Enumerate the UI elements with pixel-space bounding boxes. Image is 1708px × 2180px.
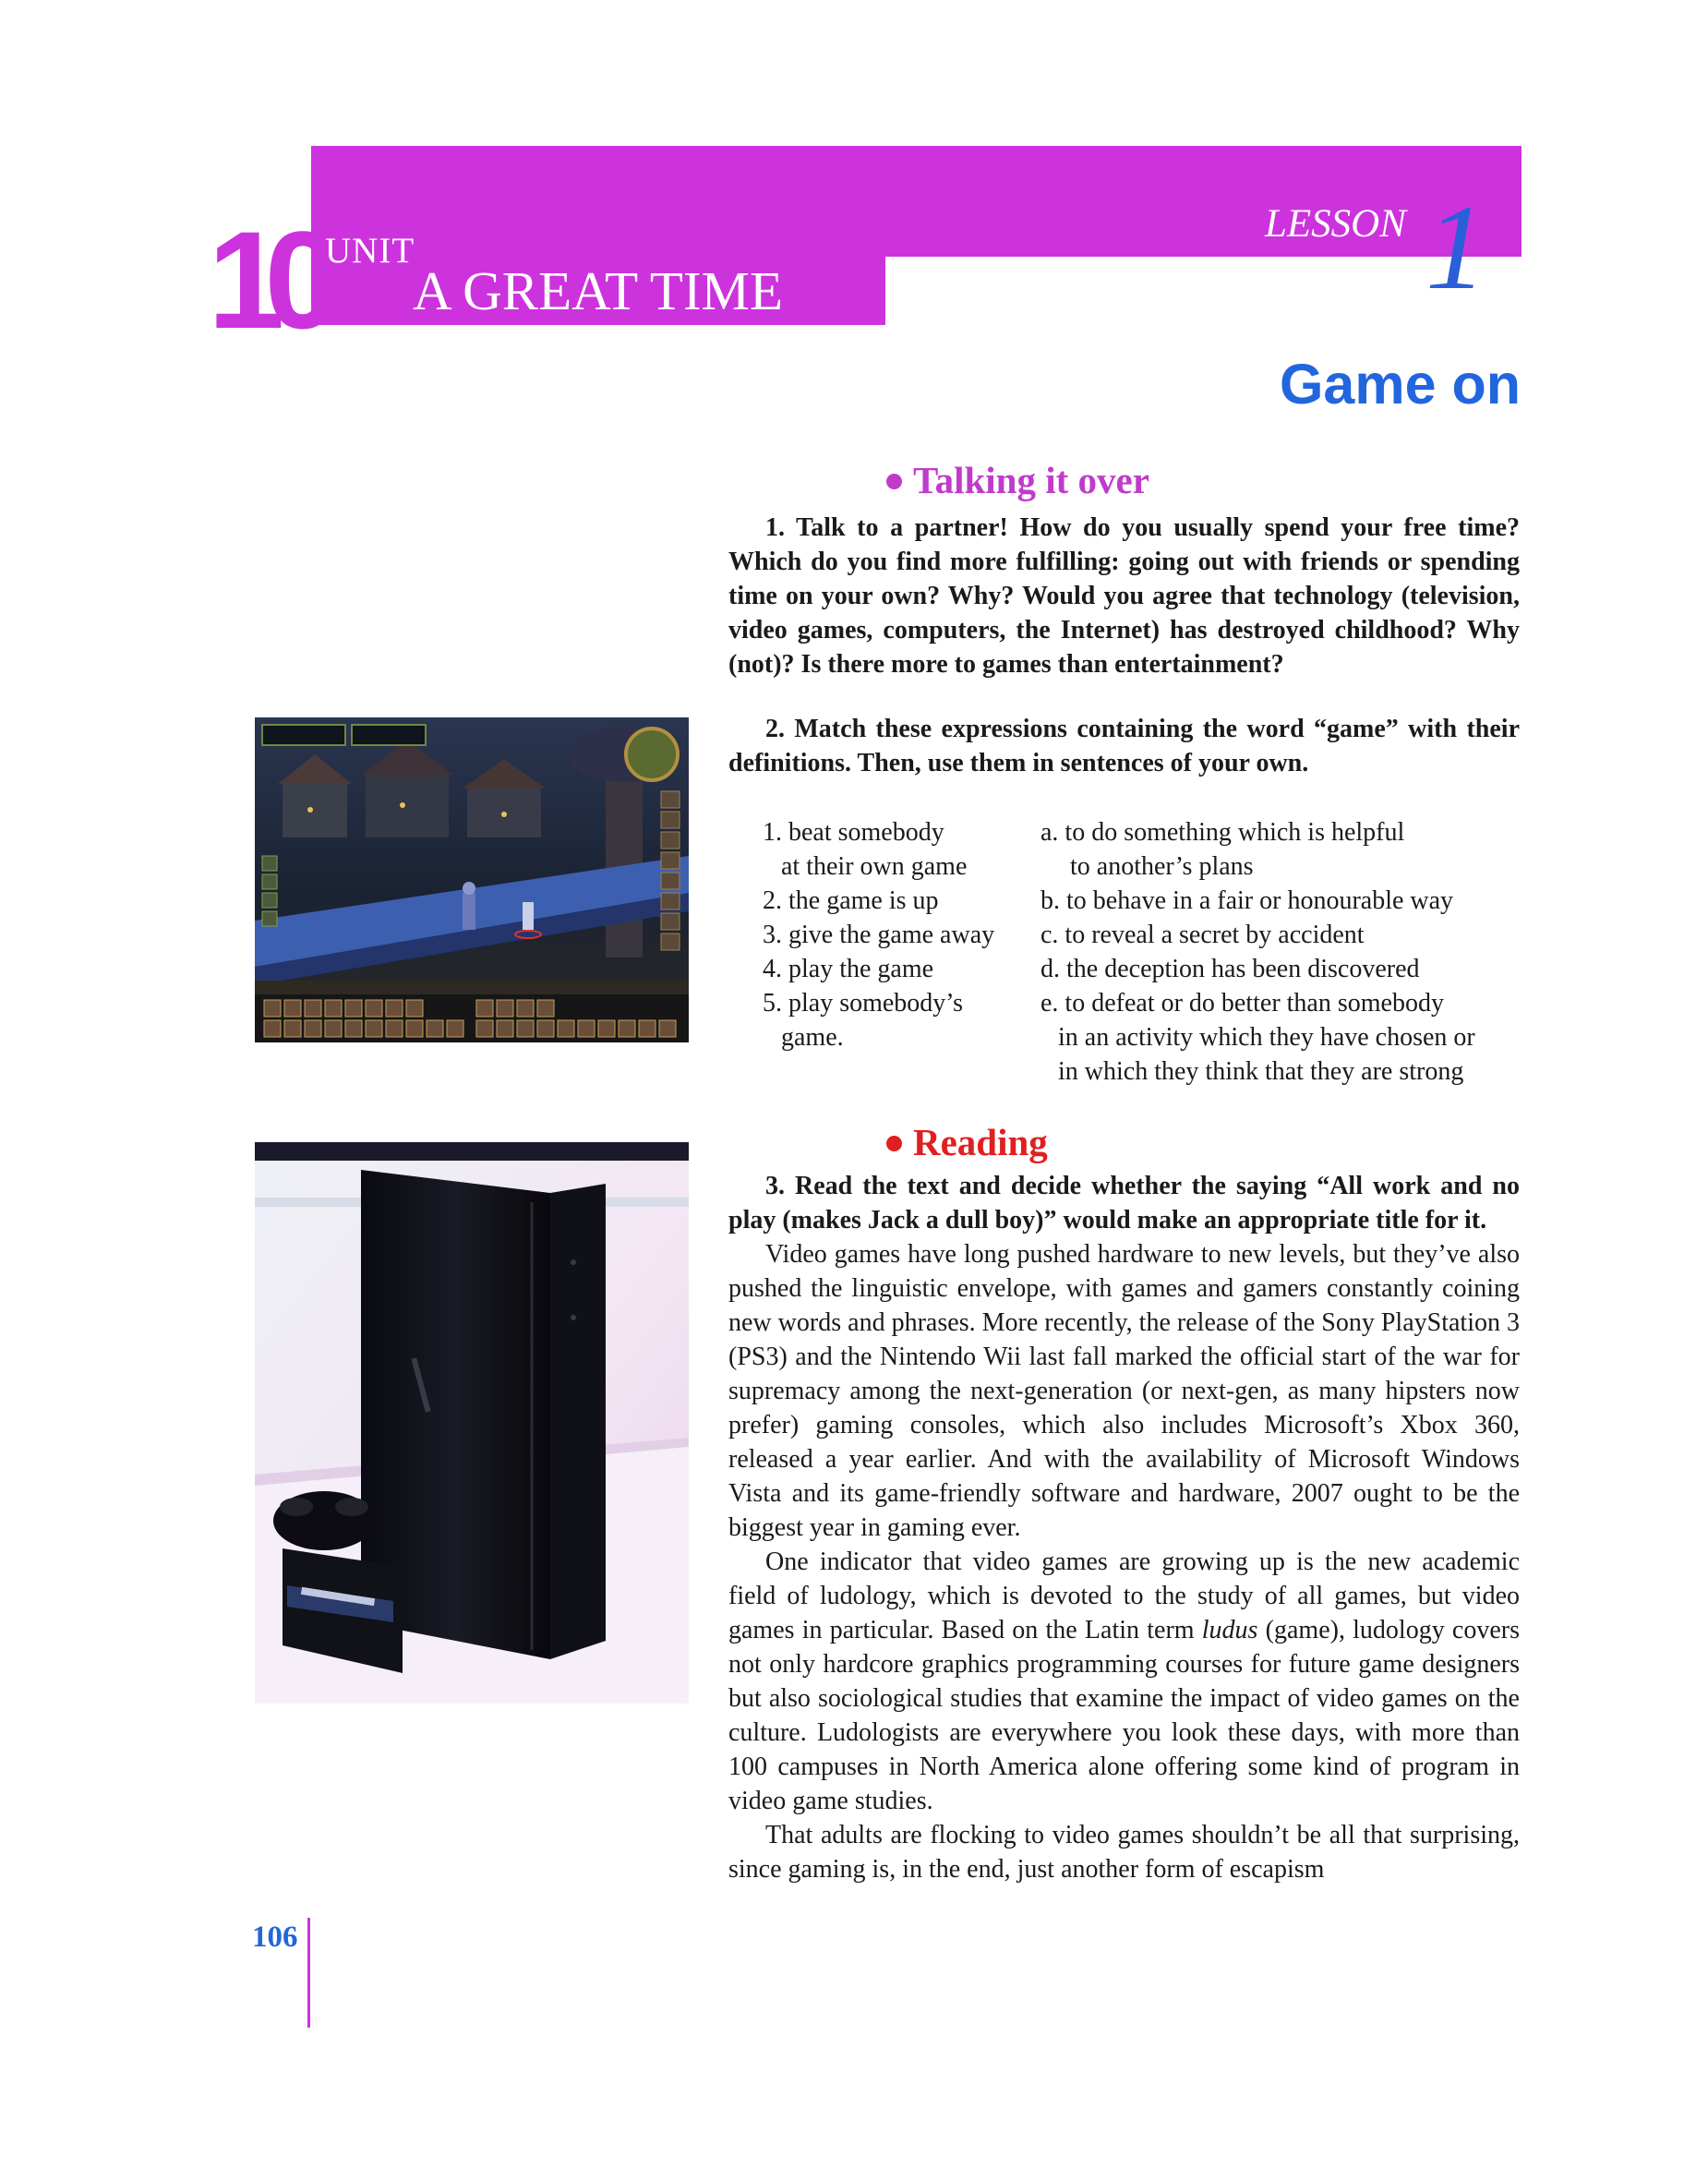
question-2: 2. Match these expressions containing the word “game” with their definitions. Then, use them in sentences of your own. (728, 715, 1520, 777)
list-item: d. the deception has been discovered (1040, 955, 1420, 983)
reading-paragraph-2 (728, 1545, 1520, 1818)
definition-list (1040, 815, 1475, 1089)
game-screenshot-illustration (255, 717, 689, 1042)
reading-heading (886, 1120, 1048, 1164)
list-item: to another’s plans (1070, 852, 1254, 881)
reading-heading-text: Reading (913, 1121, 1048, 1163)
list-item: 5. play somebody’s (763, 989, 963, 1018)
list-item: in an activity which they have chosen or (1058, 1023, 1475, 1052)
list-item: 4. play the game (763, 955, 934, 983)
reading-paragraph-3: That adults are flocking to video games shouldn’t be all that surprising, since gaming is, in the end, just another form of escapism (728, 1821, 1520, 1884)
latin-term: ludus (1201, 1616, 1258, 1644)
lesson-label: LESSON (1265, 202, 1406, 246)
paragraph-text: (game), ludology covers not only hardcore graphics programming courses for future game designers but also sociological studies that examine the impact of video games on the culture. Ludologists are everywhere you look these days, with more than 100 campuses in North America alone offering some kind of program in video game studies. (728, 1616, 1521, 1815)
expression-list (763, 815, 994, 1054)
bullet-icon (886, 1136, 902, 1151)
list-item: at their own game (781, 852, 968, 881)
reading-text (728, 1237, 1520, 1886)
list-item: 3. give the game away (763, 921, 995, 949)
lesson-number: 1 (1425, 179, 1486, 315)
list-item: 2. the game is up (763, 886, 939, 915)
list-item: a. to do something which is helpful (1040, 818, 1405, 847)
page-number: 106 (252, 1921, 298, 1954)
talking-heading (886, 458, 1149, 502)
talking-heading-text: Talking it over (913, 459, 1149, 501)
console-photo-image (255, 1142, 689, 1704)
unit-label: UNIT (325, 231, 415, 271)
page-number-rule (307, 1918, 310, 2028)
list-item: c. to reveal a secret by accident (1040, 921, 1365, 949)
game-screenshot-image (255, 717, 689, 1042)
list-item: e. to defeat or do better than somebody (1040, 989, 1444, 1018)
console-photo-illustration (255, 1142, 689, 1704)
list-item: b. to behave in a fair or honourable way (1040, 886, 1454, 915)
question-3: 3. Read the text and decide whether the saying “All work and no play (makes Jack a dull boy)” would make an appropriate title for it. (728, 1172, 1520, 1235)
paragraph-text: One indicator that video games are growing up is the new academic field of ludology, which is devoted to the study of all games, but video games in particular. Based on the Latin term (728, 1548, 1520, 1644)
unit-number: 10 (208, 202, 321, 357)
bullet-icon (886, 474, 902, 489)
unit-title: A GREAT TIME (413, 260, 784, 321)
question-1: 1. Talk to a partner! How do you usually spend your free time? Which do you find more fulfilling: going out with friends or spending time on your own? Why? Would you agree that technology (television, video games, computers, the Internet) has destroyed childhood? Why (not)? Is there more to games than entertainment? (728, 513, 1520, 679)
reading-paragraph-1: Video games have long pushed hardware to new levels, but they’ve also pushed the linguistic envelope, with games and gamers constantly coining new words and phrases. More recently, the release of the Sony PlayStation 3 (PS3) and the Nintendo Wii last fall marked the official start of the war for supremacy among the next-generation (or next-gen, as many hipsters now prefer) gaming consoles, which also includes Microsoft’s Xbox 360, released a year earlier. And with the availability of Microsoft Windows Vista and its game-friendly software and hardware, 2007 ought to be the biggest year in gaming ever. (728, 1240, 1520, 1542)
list-item: 1. beat somebody (763, 818, 944, 847)
lesson-title: Game on (1279, 353, 1521, 416)
list-item: game. (781, 1023, 844, 1052)
list-item: in which they think that they are strong (1058, 1057, 1464, 1086)
